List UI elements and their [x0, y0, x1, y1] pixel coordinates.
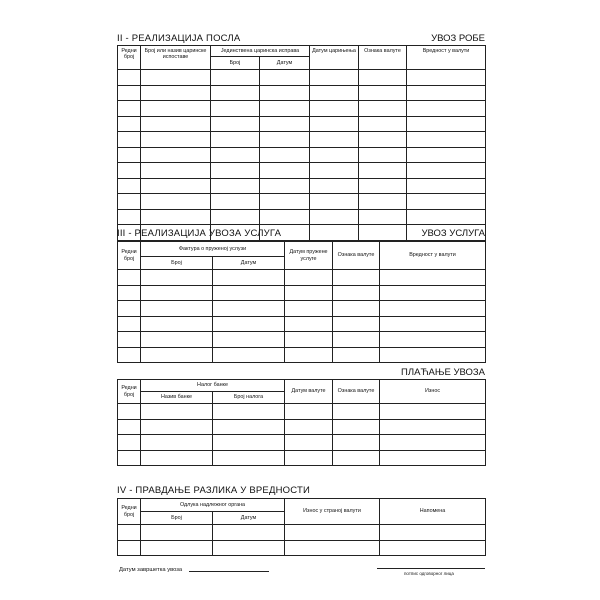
- table-cell[interactable]: [380, 285, 486, 301]
- table-cell[interactable]: [285, 450, 333, 466]
- table-cell[interactable]: [407, 147, 486, 163]
- col-naziv-banke: Назив банке: [141, 392, 213, 404]
- table-cell[interactable]: [359, 163, 407, 179]
- table-cell[interactable]: [333, 316, 380, 332]
- table-row: [118, 540, 486, 556]
- col-datum: Датум: [213, 512, 285, 525]
- table-cell[interactable]: [211, 85, 260, 101]
- table-cell[interactable]: [310, 194, 359, 210]
- table-row: [118, 450, 486, 466]
- table-cell[interactable]: [141, 347, 213, 363]
- table-cell[interactable]: [141, 285, 213, 301]
- table-cell[interactable]: [380, 525, 486, 541]
- table-row: [118, 116, 486, 132]
- table-cell[interactable]: [118, 404, 141, 420]
- table-cell[interactable]: [310, 70, 359, 86]
- import-goods-table: [117, 45, 486, 241]
- table-cell[interactable]: [141, 85, 211, 101]
- table-body: [118, 270, 486, 363]
- table-cell[interactable]: [118, 209, 141, 225]
- table-cell[interactable]: [141, 525, 213, 541]
- col-datum-valute: Датум валуте: [285, 380, 333, 404]
- table-cell[interactable]: [285, 316, 333, 332]
- table-cell[interactable]: [359, 70, 407, 86]
- col-odluka: Одлука надлежног органа: [141, 499, 285, 512]
- col-redni-broj: Редни број: [118, 242, 141, 270]
- table-cell[interactable]: [141, 132, 211, 148]
- table-cell[interactable]: [213, 525, 285, 541]
- table-cell[interactable]: [118, 435, 141, 451]
- table-cell[interactable]: [118, 101, 141, 117]
- table-cell[interactable]: [285, 419, 333, 435]
- table-cell[interactable]: [310, 85, 359, 101]
- table-row: [118, 301, 486, 317]
- table-cell[interactable]: [380, 270, 486, 286]
- table-cell[interactable]: [118, 116, 141, 132]
- import-services-table: [117, 241, 486, 363]
- col-jci: Јединствена царинска исправа: [211, 46, 310, 57]
- col-vrednost: Вредност у валути: [380, 242, 486, 270]
- table-cell[interactable]: [141, 101, 211, 117]
- col-oznaka-valute: Ознака валуте: [333, 242, 380, 270]
- col-oznaka-valute: Ознака валуте: [333, 380, 380, 404]
- table-cell[interactable]: [333, 450, 380, 466]
- col-broj-naloga: Број налога: [213, 392, 285, 404]
- table-cell[interactable]: [359, 225, 407, 241]
- payment-table: [117, 379, 486, 466]
- table-row: [118, 270, 486, 286]
- table-cell[interactable]: [118, 85, 141, 101]
- table-cell[interactable]: [141, 540, 213, 556]
- table-cell[interactable]: [359, 101, 407, 117]
- col-redni-broj: Редни број: [118, 380, 141, 404]
- table-cell[interactable]: [118, 147, 141, 163]
- table-cell[interactable]: [285, 347, 333, 363]
- table-cell[interactable]: [213, 419, 285, 435]
- table-row: [118, 347, 486, 363]
- table-row: [118, 194, 486, 210]
- table-row: [118, 332, 486, 348]
- table-cell[interactable]: [407, 70, 486, 86]
- table-cell[interactable]: [407, 194, 486, 210]
- table-cell[interactable]: [380, 347, 486, 363]
- table-cell[interactable]: [118, 540, 141, 556]
- table-cell[interactable]: [380, 450, 486, 466]
- table-cell[interactable]: [260, 85, 310, 101]
- table-cell[interactable]: [359, 132, 407, 148]
- table-cell[interactable]: [213, 332, 285, 348]
- table-row: [118, 85, 486, 101]
- table-cell[interactable]: [260, 194, 310, 210]
- table-cell[interactable]: [407, 101, 486, 117]
- table-row: [118, 70, 486, 86]
- table-cell[interactable]: [333, 419, 380, 435]
- table-cell[interactable]: [141, 301, 213, 317]
- table-cell[interactable]: [141, 147, 211, 163]
- table-cell[interactable]: [213, 450, 285, 466]
- table-cell[interactable]: [211, 194, 260, 210]
- table-cell[interactable]: [407, 209, 486, 225]
- table-cell[interactable]: [260, 209, 310, 225]
- table-cell[interactable]: [407, 116, 486, 132]
- table-row: [118, 316, 486, 332]
- table-cell[interactable]: [359, 194, 407, 210]
- table-cell[interactable]: [310, 132, 359, 148]
- table-cell[interactable]: [211, 163, 260, 179]
- table-cell[interactable]: [285, 435, 333, 451]
- table-cell[interactable]: [118, 270, 141, 286]
- table-cell[interactable]: [211, 178, 260, 194]
- table-cell[interactable]: [380, 419, 486, 435]
- table-cell[interactable]: [407, 85, 486, 101]
- table-cell[interactable]: [310, 163, 359, 179]
- table-cell[interactable]: [118, 332, 141, 348]
- table-cell[interactable]: [141, 419, 213, 435]
- completion-date-label: Датум завршетка увоза: [119, 567, 183, 573]
- table-cell[interactable]: [211, 209, 260, 225]
- table-cell[interactable]: [118, 301, 141, 317]
- table-cell[interactable]: [118, 316, 141, 332]
- table-cell[interactable]: [380, 316, 486, 332]
- table-cell[interactable]: [407, 163, 486, 179]
- table-cell[interactable]: [141, 209, 211, 225]
- table-body: [118, 404, 486, 466]
- table-cell[interactable]: [141, 450, 213, 466]
- table-cell[interactable]: [310, 178, 359, 194]
- table-cell[interactable]: [118, 525, 141, 541]
- value-differences-table: [117, 498, 486, 556]
- table-cell[interactable]: [333, 270, 380, 286]
- table-cell[interactable]: [141, 194, 211, 210]
- col-datum: Датум: [213, 257, 285, 270]
- table-cell[interactable]: [118, 450, 141, 466]
- table-row: [118, 209, 486, 225]
- table-row: [118, 404, 486, 420]
- table-cell[interactable]: [211, 101, 260, 117]
- table-cell[interactable]: [118, 163, 141, 179]
- payment-right-label: ПЛАЋАЊЕ УВОЗА: [401, 367, 485, 378]
- table-cell[interactable]: [333, 435, 380, 451]
- table-cell[interactable]: [141, 435, 213, 451]
- col-datum-usluge: Датум пружене услуге: [285, 242, 333, 270]
- table-cell[interactable]: [211, 116, 260, 132]
- table-cell[interactable]: [141, 70, 211, 86]
- table-cell[interactable]: [333, 301, 380, 317]
- table-cell[interactable]: [141, 116, 211, 132]
- table-row: [118, 147, 486, 163]
- table-cell[interactable]: [141, 404, 213, 420]
- table-cell[interactable]: [118, 132, 141, 148]
- table-cell[interactable]: [213, 270, 285, 286]
- table-row: [118, 285, 486, 301]
- table-cell[interactable]: [310, 101, 359, 117]
- table-cell[interactable]: [260, 116, 310, 132]
- table-cell[interactable]: [260, 132, 310, 148]
- table-cell[interactable]: [285, 540, 380, 556]
- col-broj: Број: [141, 257, 213, 270]
- table-cell[interactable]: [213, 301, 285, 317]
- table-row: [118, 525, 486, 541]
- table-cell[interactable]: [380, 540, 486, 556]
- section-2-right-label: УВОЗ РОБЕ: [431, 33, 485, 44]
- table-row: [118, 132, 486, 148]
- section-2-title: II - РЕАЛИЗАЦИЈА ПОСЛА: [117, 33, 241, 44]
- table-cell[interactable]: [380, 332, 486, 348]
- section-4-title: IV - ПРАВДАЊЕ РАЗЛИКА У ВРЕДНОСТИ: [117, 485, 311, 496]
- section-3-title: III - РЕАЛИЗАЦИЈА УВОЗА УСЛУГА: [117, 228, 282, 239]
- table-cell[interactable]: [380, 301, 486, 317]
- col-datum: Датум: [260, 57, 310, 70]
- table-cell[interactable]: [213, 285, 285, 301]
- table-cell[interactable]: [260, 70, 310, 86]
- table-cell[interactable]: [285, 525, 380, 541]
- table-cell[interactable]: [213, 404, 285, 420]
- col-broj: Број: [211, 57, 260, 70]
- table-cell[interactable]: [359, 178, 407, 194]
- col-iznos: Износ: [380, 380, 486, 404]
- table-cell[interactable]: [260, 163, 310, 179]
- table-cell[interactable]: [213, 316, 285, 332]
- table-row: [118, 435, 486, 451]
- table-cell[interactable]: [380, 404, 486, 420]
- table-cell[interactable]: [141, 316, 213, 332]
- col-iznos-strana-valuta: Износ у страној валути: [285, 499, 380, 525]
- col-nalog-banke: Налог банке: [141, 380, 285, 392]
- table-cell[interactable]: [285, 270, 333, 286]
- table-cell[interactable]: [310, 209, 359, 225]
- completion-date-line[interactable]: [189, 571, 269, 572]
- table-cell[interactable]: [141, 332, 213, 348]
- table-cell[interactable]: [260, 147, 310, 163]
- table-cell[interactable]: [118, 419, 141, 435]
- table-cell[interactable]: [211, 147, 260, 163]
- col-redni-broj: Редни број: [118, 46, 141, 70]
- table-cell[interactable]: [359, 147, 407, 163]
- table-cell[interactable]: [285, 285, 333, 301]
- table-cell[interactable]: [310, 147, 359, 163]
- table-cell[interactable]: [118, 70, 141, 86]
- table-row: [118, 419, 486, 435]
- table-cell[interactable]: [285, 404, 333, 420]
- col-broj: Број: [141, 512, 213, 525]
- section-3-right-label: УВОЗ УСЛУГА: [421, 228, 485, 239]
- table-cell[interactable]: [213, 540, 285, 556]
- table-cell[interactable]: [211, 132, 260, 148]
- table-cell[interactable]: [333, 285, 380, 301]
- col-broj-naziv: Број или назив царинске испоставе: [141, 46, 211, 70]
- col-vrednost: Вредност у валути: [407, 46, 486, 70]
- col-napomena: Напомена: [380, 499, 486, 525]
- col-faktura: Фактура о пруженој услузи: [141, 242, 285, 257]
- table-cell[interactable]: [260, 178, 310, 194]
- table-cell[interactable]: [211, 70, 260, 86]
- table-cell[interactable]: [118, 347, 141, 363]
- table-body: [118, 525, 486, 556]
- table-cell[interactable]: [333, 332, 380, 348]
- table-cell[interactable]: [285, 301, 333, 317]
- table-cell[interactable]: [118, 194, 141, 210]
- table-row: [118, 163, 486, 179]
- table-cell[interactable]: [310, 116, 359, 132]
- table-cell[interactable]: [260, 101, 310, 117]
- table-cell[interactable]: [407, 178, 486, 194]
- col-oznaka-valute: Ознака валуте: [359, 46, 407, 70]
- table-cell[interactable]: [118, 178, 141, 194]
- table-cell[interactable]: [407, 132, 486, 148]
- table-cell[interactable]: [359, 116, 407, 132]
- signature-line[interactable]: [377, 568, 485, 569]
- table-cell[interactable]: [380, 435, 486, 451]
- table-cell[interactable]: [213, 435, 285, 451]
- table-body: [118, 70, 486, 241]
- table-cell[interactable]: [213, 347, 285, 363]
- table-cell[interactable]: [359, 85, 407, 101]
- table-cell[interactable]: [285, 332, 333, 348]
- table-cell[interactable]: [333, 404, 380, 420]
- table-cell[interactable]: [359, 209, 407, 225]
- table-row: [118, 178, 486, 194]
- col-datum-carinjenja: Датум царињења: [310, 46, 359, 70]
- table-cell[interactable]: [141, 178, 211, 194]
- signature-label: потпис одговорног лица: [404, 571, 454, 576]
- table-cell[interactable]: [333, 347, 380, 363]
- col-redni-broj: Редни број: [118, 499, 141, 525]
- table-cell[interactable]: [310, 225, 359, 241]
- table-cell[interactable]: [141, 270, 213, 286]
- table-row: [118, 101, 486, 117]
- table-cell[interactable]: [118, 285, 141, 301]
- table-cell[interactable]: [141, 163, 211, 179]
